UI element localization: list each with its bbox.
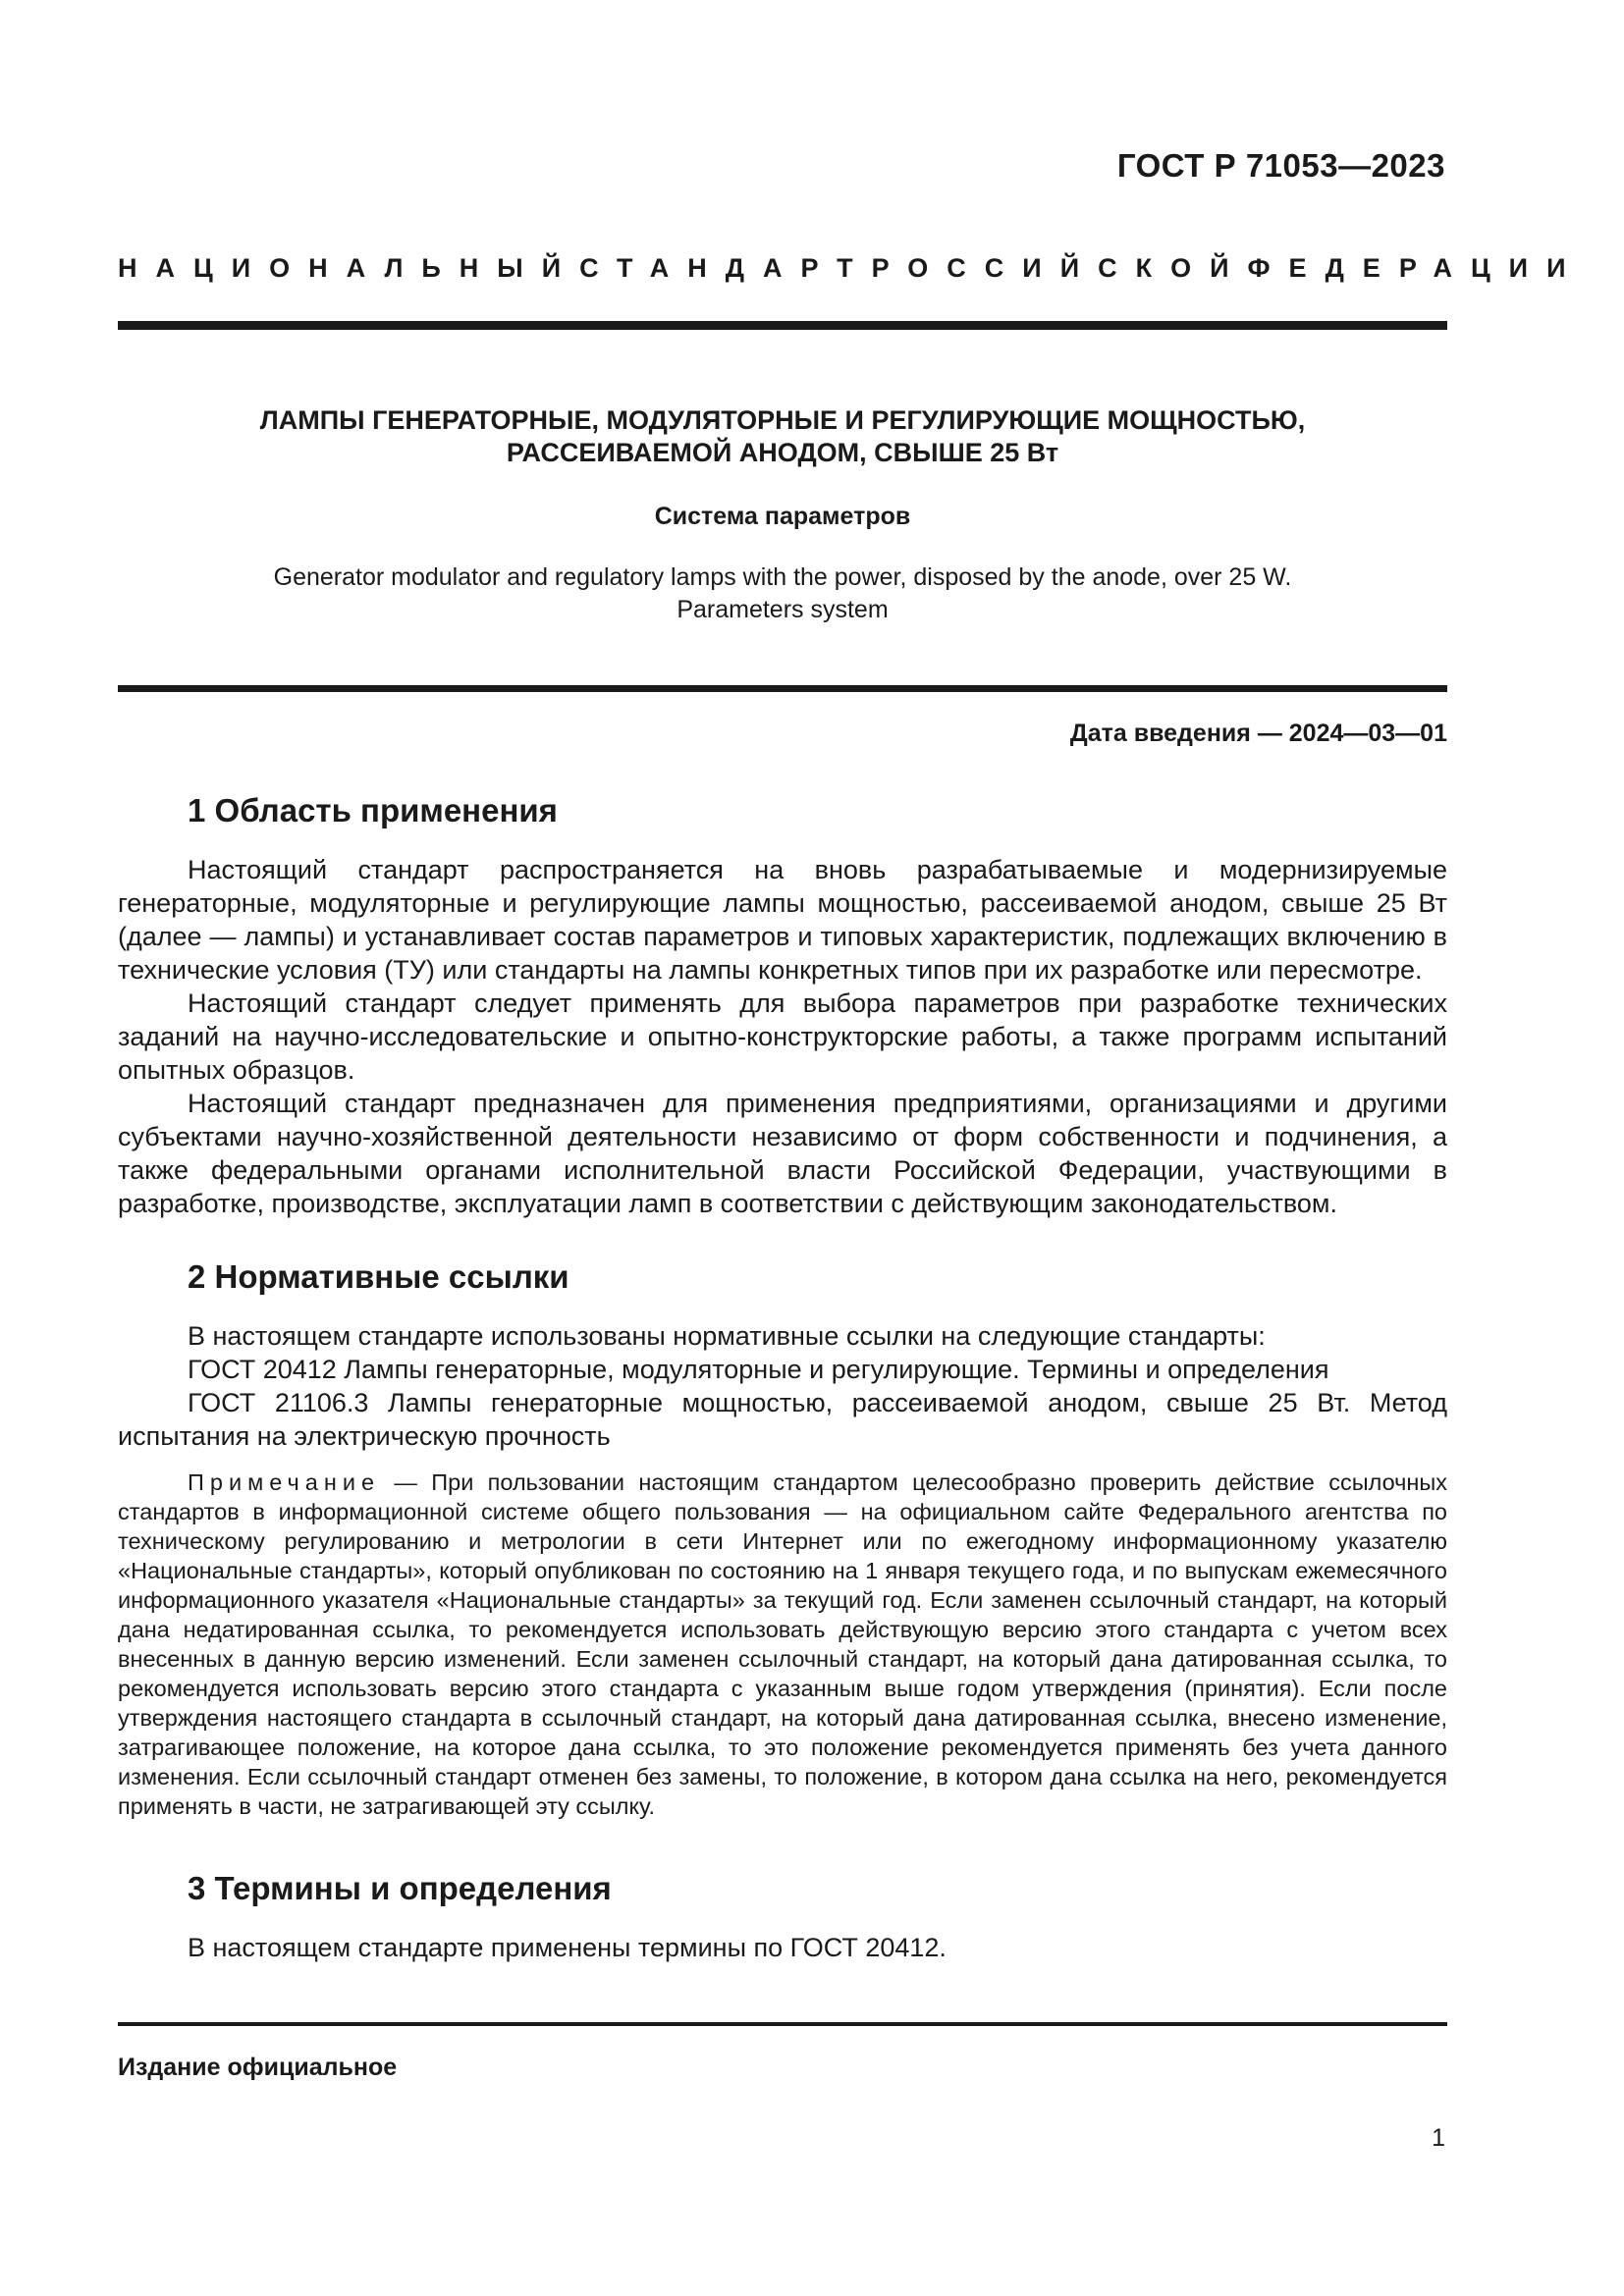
document-title — [118, 404, 1447, 469]
section-2-heading: 2 Нормативные ссылки — [188, 1258, 569, 1295]
english-title-line-1: Generator modulator and regulatory lamps with the power, disposed by the anode, over 25 W. — [273, 563, 1292, 591]
english-title — [118, 561, 1447, 626]
section-3-heading: 3 Термины и определения — [188, 1870, 612, 1906]
section-1-heading: 1 Область применения — [188, 792, 558, 828]
english-title-line-2: Parameters system — [677, 596, 889, 623]
banner-word: ФЕДЕРАЦИИ — [1247, 253, 1585, 283]
section-1-paragraph-2: Настоящий стандарт следует применять для выбора параметров при разработке технических заданий на научно-исследовательские и опытно-конструкторские работы, а также программ испытаний опытных образцов. — [118, 988, 1447, 1085]
note-label: Примечание — [188, 1469, 381, 1495]
reference-gost-20412: ГОСТ 20412 Лампы генераторные, модуляторные и регулирующие. Термины и определения — [188, 1355, 1329, 1384]
title-divider — [118, 685, 1447, 692]
note-text: — При пользовании настоящим стандартом целесообразно проверить действие ссылочных стандартов в информационной системе общего пользования — на официальном сайте Федерального агентства по техническому регулированию и метрологии в сети Интернет или по ежегодному информационному указателю «Национальные стандарты», который опубликован по состоянию на 1 января текущего года, и по выпускам ежемесячного информационного указателя «Национальные стандарты» за текущий год. Если заменен ссылочный стандарт, на который дана недатированная ссылка, то рекомендуется использовать действующую версию этого стандарта с учетом всех внесенных в данную версию изменений. Если заменен ссылочный стандарт, на который дана датированная ссылка, то рекомендуется использовать версию этого стандарта с указанным выше годом утверждения (принятия). Если после утверждения настоящего стандарта в ссылочный стандарт, на который дана датированная ссылка, внесено изменение, затрагивающее положение, на которое дана ссылка, то это положение рекомендуется применять без учета данного изменения. Если ссылочный стандарт отменен без замены, то положение, в котором дана ссылка на него, рекомендуется применять в части, не затрагивающей эту ссылку. — [118, 1469, 1447, 1819]
section-2-intro: В настоящем стандарте использованы нормативные ссылки на следующие стандарты: — [188, 1321, 1266, 1351]
banner-word: НАЦИОНАЛЬНЫЙ — [118, 253, 580, 283]
section-3-paragraph-1: В настоящем стандарте применены термины по ГОСТ 20412. — [188, 1933, 947, 1962]
banner-word: РОССИЙСКОЙ — [871, 253, 1248, 283]
page-number: 1 — [1432, 2124, 1445, 2152]
normative-note — [118, 1468, 1447, 1821]
document-subtitle: Система параметров — [654, 503, 911, 530]
official-edition-label: Издание официальное — [118, 2054, 398, 2081]
standard-code: ГОСТ Р 71053—2023 — [1116, 147, 1445, 184]
reference-gost-21106-3: ГОСТ 21106.3 Лампы генераторные мощностью, рассеиваемой анодом, свыше 25 Вт. Метод испытания на электрическую прочность — [118, 1388, 1447, 1451]
top-divider — [118, 321, 1447, 330]
banner-word: СТАНДАРТ — [579, 253, 872, 283]
footer-divider — [118, 2022, 1447, 2026]
title-line-1: ЛАМПЫ ГЕНЕРАТОРНЫЕ, МОДУЛЯТОРНЫЕ И РЕГУЛИРУЮЩИЕ МОЩНОСТЬЮ, — [259, 405, 1306, 435]
title-line-2: РАССЕИВАЕМОЙ АНОДОМ, СВЫШЕ 25 Вт — [506, 438, 1059, 467]
introduction-date: Дата введения — 2024—03—01 — [1069, 720, 1447, 747]
section-1-paragraph-1: Настоящий стандарт распространяется на вновь разрабатываемые и модернизируемые генераторные, модуляторные и регулирующие лампы мощностью, рассеиваемой анодом, свыше 25 Вт (далее — лампы) и устанавливает состав параметров и типовых характеристик, подлежащих включению в технические условия (ТУ) или стандарты на лампы конкретных типов при их разработке или пересмотре. — [118, 855, 1447, 985]
national-standard-banner — [118, 253, 1585, 284]
section-1-paragraph-3: Настоящий стандарт предназначен для применения предприятиями, организациями и другими субъектами научно-хозяйственной деятельности независимо от форм собственности и подчинения, а также федеральными органами исполнительной власти Российской Федерации, участвующими в разработке, производстве, эксплуатации ламп в соответствии с действующим законодательством. — [118, 1089, 1447, 1218]
